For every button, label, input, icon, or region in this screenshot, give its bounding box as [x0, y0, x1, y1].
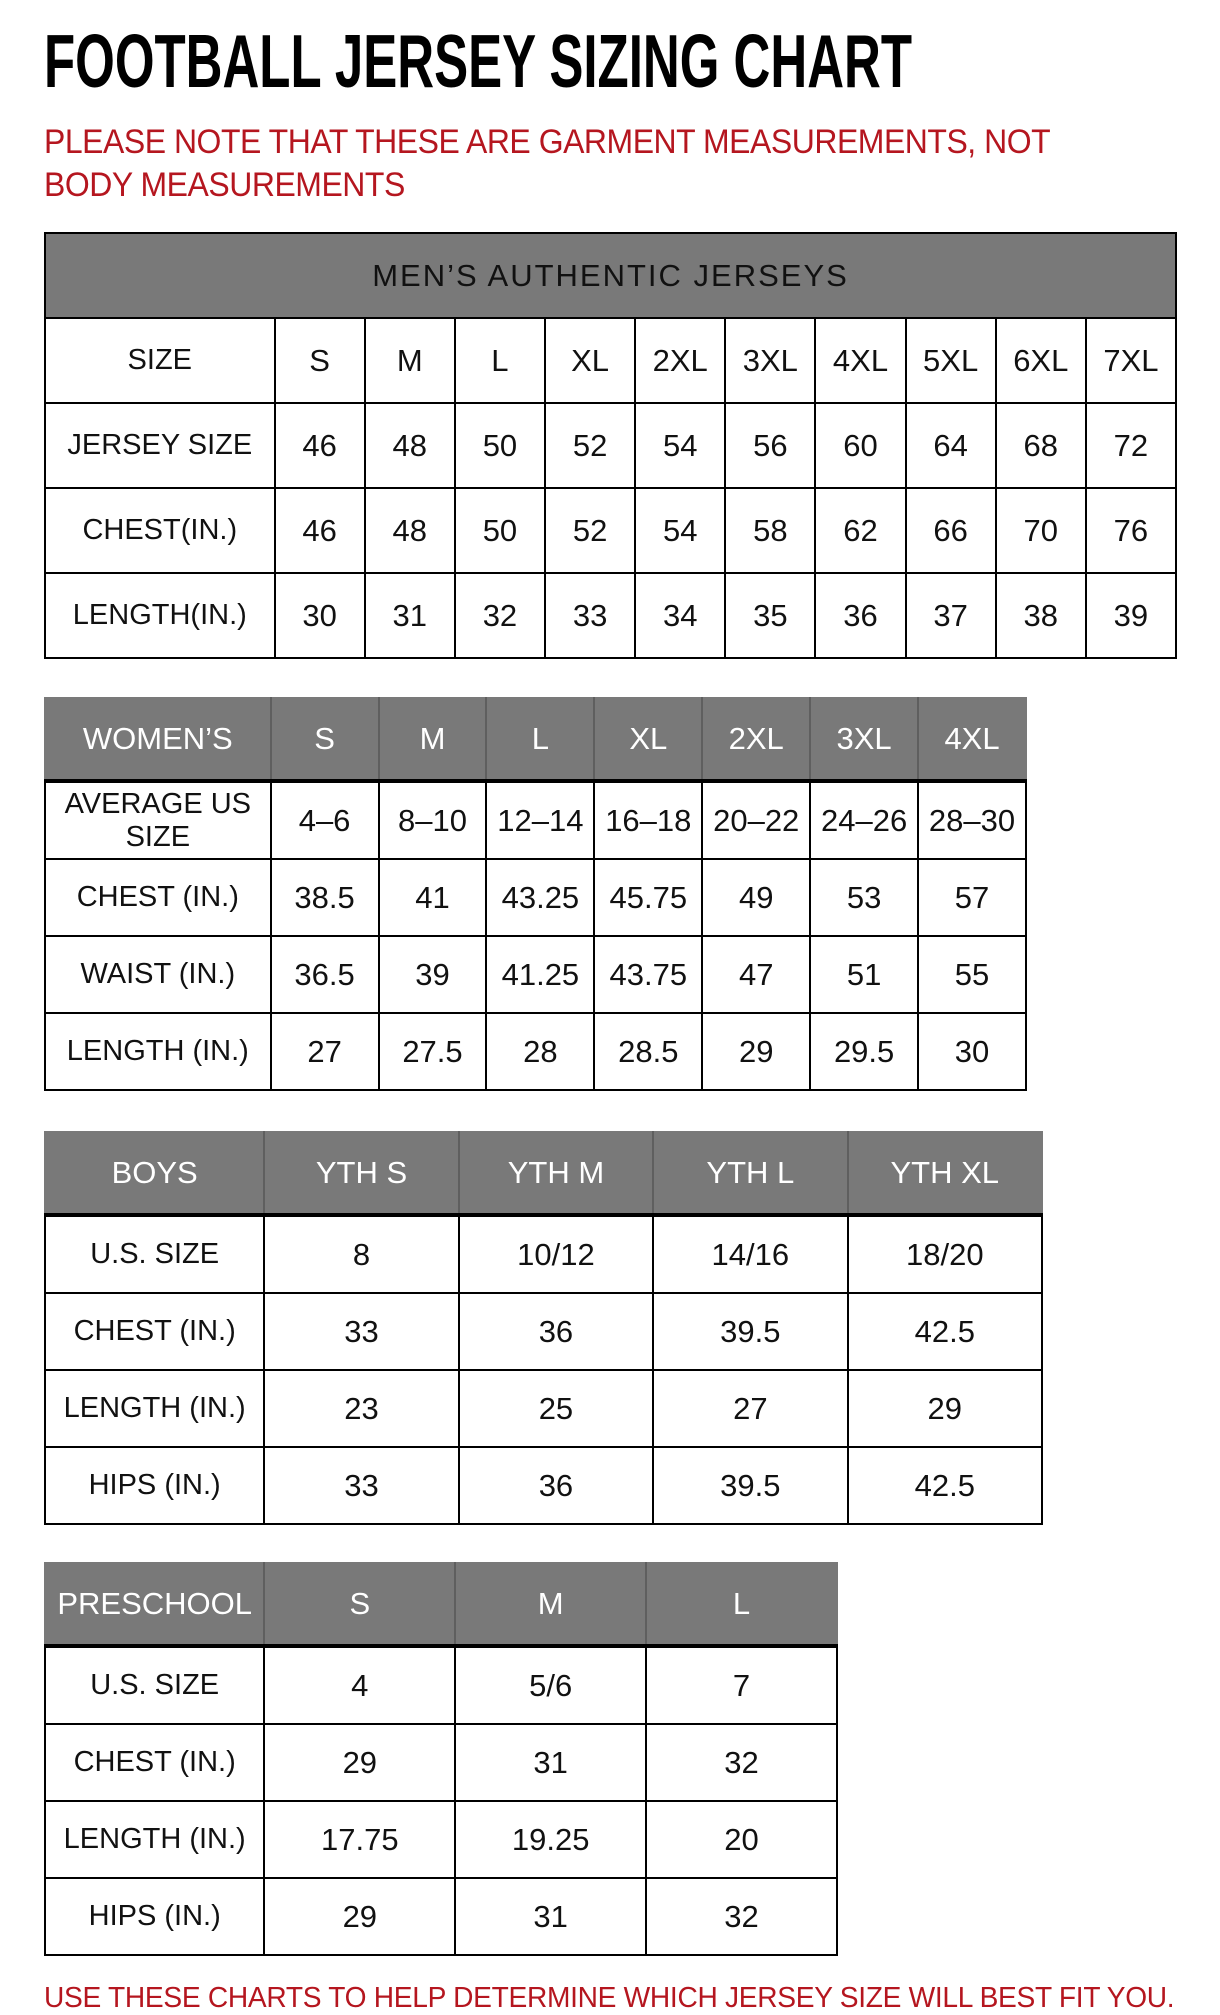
table-row [45, 1215, 1042, 1293]
table-row [45, 1013, 1026, 1090]
value-cell: 30 [918, 1013, 1026, 1090]
preschool-header-cell-s: S [264, 1563, 455, 1646]
womens-header-cell-m: M [379, 698, 487, 781]
value-cell: 57 [918, 859, 1026, 936]
value-cell: 32 [646, 1878, 837, 1955]
value-cell: 20–22 [702, 781, 810, 859]
preschool-header-label: PRESCHOOL [45, 1563, 264, 1646]
value-cell: 27.5 [379, 1013, 487, 1090]
value-cell: 52 [545, 488, 635, 573]
table-row [45, 488, 1176, 573]
table-row [45, 1293, 1042, 1370]
mens-header-cell-7xl: 7XL [1086, 318, 1176, 403]
value-cell: 48 [365, 488, 455, 573]
value-cell: 31 [455, 1724, 646, 1801]
value-cell: 42.5 [848, 1447, 1042, 1524]
value-cell: 12–14 [486, 781, 594, 859]
womens-header-cell-2xl: 2XL [702, 698, 810, 781]
value-cell: 58 [725, 488, 815, 573]
table-row [45, 573, 1176, 658]
value-cell: 64 [906, 403, 996, 488]
boys-header-cell-yth-xl: YTH XL [848, 1132, 1042, 1215]
preschool-header-cell-m: M [455, 1563, 646, 1646]
value-cell: 41.25 [486, 936, 594, 1013]
preschool-header-row [45, 1563, 837, 1646]
value-cell: 14/16 [653, 1215, 847, 1293]
value-cell: 39.5 [653, 1293, 847, 1370]
value-cell: 39 [1086, 573, 1176, 658]
row-label-cell: CHEST (IN.) [45, 1293, 264, 1370]
value-cell: 29.5 [810, 1013, 918, 1090]
mens-banner-row [45, 233, 1176, 318]
womens-header-row [45, 698, 1026, 781]
womens-table [44, 697, 1027, 1091]
value-cell: 39 [379, 936, 487, 1013]
value-cell: 48 [365, 403, 455, 488]
value-cell: 38 [996, 573, 1086, 658]
value-cell: 29 [848, 1370, 1042, 1447]
boys-header-label: BOYS [45, 1132, 264, 1215]
page-title: FOOTBALL JERSEY SIZING CHART [44, 19, 913, 103]
value-cell: 41 [379, 859, 487, 936]
value-cell: 50 [455, 403, 545, 488]
value-cell: 19.25 [455, 1801, 646, 1878]
value-cell: 49 [702, 859, 810, 936]
value-cell: 68 [996, 403, 1086, 488]
table-row [45, 1447, 1042, 1524]
boys-header-row [45, 1132, 1042, 1215]
value-cell: 27 [653, 1370, 847, 1447]
mens-header-cell-l: L [455, 318, 545, 403]
value-cell: 43.75 [594, 936, 702, 1013]
value-cell: 23 [264, 1370, 458, 1447]
mens-banner: MEN’S AUTHENTIC JERSEYS [45, 233, 1176, 318]
row-label-cell: AVERAGE US SIZE [45, 781, 271, 859]
mens-header-cell-5xl: 5XL [906, 318, 996, 403]
mens-header-cell-m: M [365, 318, 455, 403]
boys-header-cell-yth-m: YTH M [459, 1132, 653, 1215]
value-cell: 36 [459, 1293, 653, 1370]
boys-header-cell-yth-l: YTH L [653, 1132, 847, 1215]
value-cell: 54 [635, 403, 725, 488]
row-label-cell: JERSEY SIZE [45, 403, 275, 488]
table-row [45, 1724, 837, 1801]
womens-header-cell-3xl: 3XL [810, 698, 918, 781]
tables-container [44, 232, 1190, 1956]
value-cell: 33 [545, 573, 635, 658]
value-cell: 55 [918, 936, 1026, 1013]
value-cell: 4 [264, 1646, 455, 1724]
value-cell: 10/12 [459, 1215, 653, 1293]
value-cell: 24–26 [810, 781, 918, 859]
mens-header-cell-4xl: 4XL [815, 318, 905, 403]
value-cell: 36 [459, 1447, 653, 1524]
value-cell: 36.5 [271, 936, 379, 1013]
table-row [45, 936, 1026, 1013]
value-cell: 39.5 [653, 1447, 847, 1524]
womens-header-cell-4xl: 4XL [918, 698, 1026, 781]
value-cell: 17.75 [264, 1801, 455, 1878]
value-cell: 33 [264, 1447, 458, 1524]
value-cell: 16–18 [594, 781, 702, 859]
value-cell: 43.25 [486, 859, 594, 936]
row-label-cell: LENGTH (IN.) [45, 1370, 264, 1447]
row-label-cell: CHEST(IN.) [45, 488, 275, 573]
value-cell: 20 [646, 1801, 837, 1878]
value-cell: 34 [635, 573, 725, 658]
mens-header-cell-3xl: 3XL [725, 318, 815, 403]
table-row [45, 1370, 1042, 1447]
value-cell: 31 [455, 1878, 646, 1955]
row-label-cell: HIPS (IN.) [45, 1878, 264, 1955]
row-label-cell: WAIST (IN.) [45, 936, 271, 1013]
row-label-cell: CHEST (IN.) [45, 1724, 264, 1801]
footer-text: USE THESE CHARTS TO HELP DETERMINE WHICH JERSEY SIZE WILL BEST FIT YOU. [44, 1982, 1175, 2014]
value-cell: 7 [646, 1646, 837, 1724]
value-cell: 30 [275, 573, 365, 658]
row-label-cell: U.S. SIZE [45, 1215, 264, 1293]
value-cell: 46 [275, 488, 365, 573]
value-cell: 42.5 [848, 1293, 1042, 1370]
note-text: PLEASE NOTE THAT THESE ARE GARMENT MEASUREMENTS, NOT BODY MEASUREMENTS [44, 123, 1050, 204]
value-cell: 8–10 [379, 781, 487, 859]
value-cell: 53 [810, 859, 918, 936]
row-label-cell: U.S. SIZE [45, 1646, 264, 1724]
womens-header-cell-l: L [486, 698, 594, 781]
value-cell: 32 [455, 573, 545, 658]
womens-header-label: WOMEN’S [45, 698, 271, 781]
value-cell: 32 [646, 1724, 837, 1801]
value-cell: 46 [275, 403, 365, 488]
womens-header-cell-s: S [271, 698, 379, 781]
value-cell: 31 [365, 573, 455, 658]
value-cell: 70 [996, 488, 1086, 573]
value-cell: 4–6 [271, 781, 379, 859]
value-cell: 29 [264, 1878, 455, 1955]
value-cell: 28–30 [918, 781, 1026, 859]
value-cell: 18/20 [848, 1215, 1042, 1293]
value-cell: 54 [635, 488, 725, 573]
womens-header-cell-xl: XL [594, 698, 702, 781]
value-cell: 38.5 [271, 859, 379, 936]
value-cell: 60 [815, 403, 905, 488]
value-cell: 29 [264, 1724, 455, 1801]
value-cell: 8 [264, 1215, 458, 1293]
row-label-cell: CHEST (IN.) [45, 859, 271, 936]
row-label-cell: HIPS (IN.) [45, 1447, 264, 1524]
value-cell: 33 [264, 1293, 458, 1370]
row-label-cell: LENGTH(IN.) [45, 573, 275, 658]
mens-header-row [45, 318, 1176, 403]
value-cell: 28.5 [594, 1013, 702, 1090]
mens-header-cell-xl: XL [545, 318, 635, 403]
table-row [45, 859, 1026, 936]
mens-header-cell-s: S [275, 318, 365, 403]
table-row [45, 403, 1176, 488]
table-row [45, 1878, 837, 1955]
value-cell: 51 [810, 936, 918, 1013]
table-row [45, 1646, 837, 1724]
mens-header-cell-6xl: 6XL [996, 318, 1086, 403]
value-cell: 56 [725, 403, 815, 488]
value-cell: 35 [725, 573, 815, 658]
table-row [45, 1801, 837, 1878]
mens-header-cell-2xl: 2XL [635, 318, 725, 403]
value-cell: 66 [906, 488, 996, 573]
value-cell: 47 [702, 936, 810, 1013]
boys-header-cell-yth-s: YTH S [264, 1132, 458, 1215]
value-cell: 27 [271, 1013, 379, 1090]
row-label-cell: LENGTH (IN.) [45, 1801, 264, 1878]
table-row [45, 781, 1026, 859]
preschool-header-cell-l: L [646, 1563, 837, 1646]
row-label-cell: LENGTH (IN.) [45, 1013, 271, 1090]
value-cell: 5/6 [455, 1646, 646, 1724]
value-cell: 62 [815, 488, 905, 573]
value-cell: 37 [906, 573, 996, 658]
value-cell: 28 [486, 1013, 594, 1090]
value-cell: 36 [815, 573, 905, 658]
mens-table [44, 232, 1177, 659]
mens-header-label: SIZE [45, 318, 275, 403]
value-cell: 45.75 [594, 859, 702, 936]
preschool-table [44, 1562, 838, 1956]
value-cell: 52 [545, 403, 635, 488]
value-cell: 76 [1086, 488, 1176, 573]
value-cell: 72 [1086, 403, 1176, 488]
value-cell: 50 [455, 488, 545, 573]
boys-table [44, 1131, 1043, 1525]
value-cell: 25 [459, 1370, 653, 1447]
value-cell: 29 [702, 1013, 810, 1090]
